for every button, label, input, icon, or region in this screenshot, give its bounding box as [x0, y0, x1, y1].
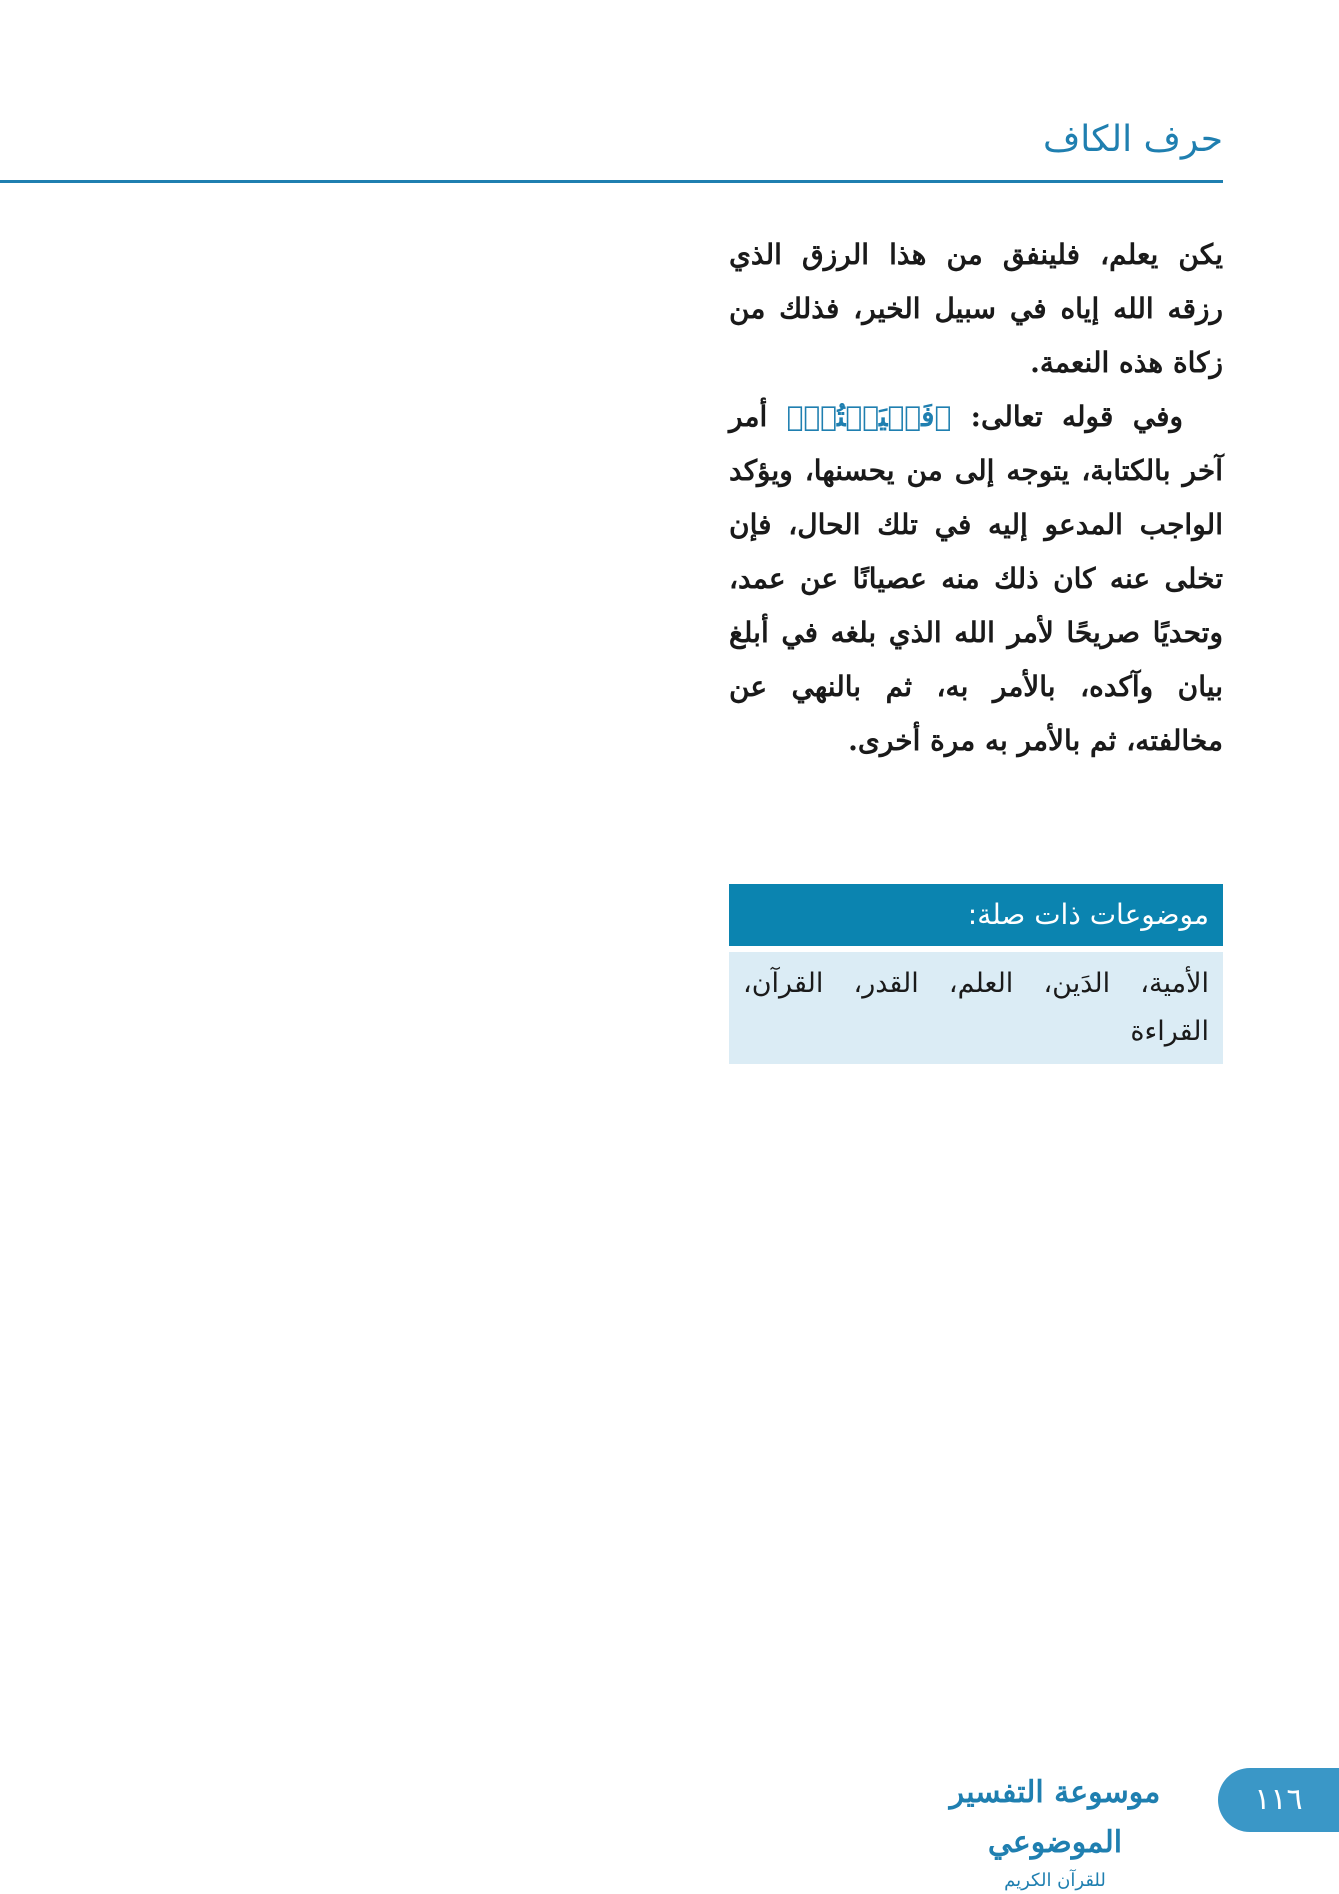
related-topics-heading: موضوعات ذات صلة:: [729, 884, 1223, 946]
main-text-column: [729, 228, 1223, 768]
quran-verse: ﴿فَلۡيَكۡتُبۡ﴾: [786, 400, 952, 433]
paragraph-2-rest: أمر آخر بالكتابة، يتوجه إلى من يحسنها، ويؤكد الواجب المدعو إليه في تلك الحال، فإن تخلى عنه كان ذلك منه عصيانًا عن عمد، وتحديًا صريحًا لأمر الله الذي بلغه في أبلغ بيان وآكده، بالأمر به، ثم بالنهي عن مخالفته، ثم بالأمر به مرة أخرى.: [729, 400, 1223, 757]
related-topics-list: الأمية، الدَين، العلم، القدر، القرآن، القراءة: [729, 952, 1223, 1064]
related-topics-box: [729, 884, 1223, 1064]
page-number: ١١٦: [1218, 1768, 1339, 1832]
chapter-title: حرف الكاف: [1042, 119, 1223, 160]
logo-title: موسوعة التفسير الموضوعي: [949, 1775, 1161, 1860]
logo-subtitle: للقرآن الكريم: [1004, 1870, 1106, 1891]
body-paragraph-2: [729, 390, 1223, 768]
body-paragraph-1: يكن يعلم، فلينفق من هذا الرزق الذي رزقه الله إياه في سبيل الخير، فذلك من زكاة هذه النعمة.: [729, 238, 1223, 379]
header-divider: [0, 180, 1223, 183]
encyclopedia-logo: [905, 1768, 1205, 1891]
paragraph-2-intro: وفي قوله تعالى:: [951, 400, 1183, 433]
